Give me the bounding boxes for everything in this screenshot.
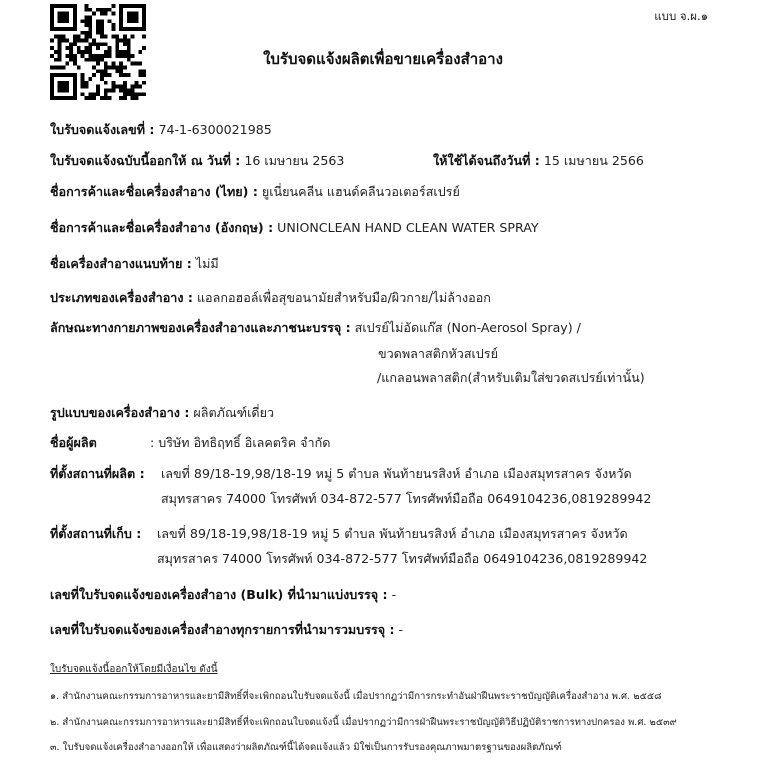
all-items-number-label: เลขที่ใบรับจดแจ้งของเครื่องสำอางทุกรายการที่นำมารวมบรรจุ : (50, 622, 395, 637)
cosmetic-type-row (50, 290, 491, 306)
attached-name-row (50, 256, 219, 272)
factory-address-line-1: เลขที่ 89/18-19,98/18-19 หมู่ 5 ตำบล พันท้ายนรสิงห์ อำเภอ เมืองสมุทรสาคร จังหวัด (161, 466, 632, 481)
page-title: ใบรับจดแจ้งผลิตเพื่อขายเครื่องสำอาง (263, 50, 503, 68)
trade-name-en-label: ชื่อการค้าและชื่อเครื่องสำอาง (อังกฤษ) : (50, 220, 274, 235)
condition-item: ๓. ใบรับจดแจ้งเครื่องสำอางออกให้ เพื่อแสดงว่าผลิตภัณฑ์นี้ได้จดแจ้งแล้ว มิใช่เป็นการรับรองคุณภาพมาตรฐานของผลิตภัณฑ์ (50, 742, 562, 753)
product-format-value: ผลิตภัณฑ์เดี่ยว (193, 405, 275, 420)
all-items-number-value: - (398, 622, 404, 637)
notification-number-label: ใบรับจดแจ้งเลขที่ : (50, 122, 155, 137)
manufacturer-value: : บริษัท อิทธิฤทธิ์ อิเลคตริค จำกัด (150, 435, 331, 450)
storage-address-label: ที่ตั้งสถานที่เก็บ : (50, 526, 142, 541)
conditions-heading: ใบรับจดแจ้งนี้ออกให้โดยมีเงื่อนไข ดังนี้ (50, 664, 218, 675)
attached-name-label: ชื่อเครื่องสำอางแนบท้าย : (50, 256, 192, 271)
physical-form-label: ลักษณะทางกายภาพของเครื่องสำอางและภาชนะบรรจุ : (50, 320, 351, 335)
form-code: แบบ จ.ผ.๑ (654, 9, 708, 23)
physical-form-row (50, 320, 581, 336)
condition-item: ๒. สำนักงานคณะกรรมการอาหารและยามีสิทธิ์ที่จะเพิกถอนใบจดแจ้งนี้ เมื่อปรากฏว่ามีการฝ่าฝืนพระราชบัญญัติวิธีปฏิบัติราชการทางปกครอง พ.ศ. ๒๕๓๙ (50, 717, 677, 728)
expiry-date-row (433, 153, 644, 169)
cosmetic-type-label: ประเภทของเครื่องสำอาง : (50, 290, 193, 305)
trade-name-en-row (50, 220, 539, 236)
expiry-date-value: 15 เมษายน 2566 (543, 153, 644, 168)
cosmetic-type-value: แอลกอฮอล์เพื่อสุขอนามัยสำหรับมือ/ผิวกาย/ไม่ล้างออก (196, 290, 491, 305)
factory-address-line-2: สมุทรสาคร 74000 โทรศัพท์ 034-872-577 โทรศัพท์มือถือ 0649104236,0819289942 (161, 491, 652, 506)
manufacturer-label: ชื่อผู้ผลิต (50, 435, 97, 450)
issue-date-label: ใบรับจดแจ้งฉบับนี้ออกให้ ณ วันที่ : (50, 153, 241, 168)
bulk-number-label: เลขที่ใบรับจดแจ้งของเครื่องสำอาง (Bulk) ที่นำมาแบ่งบรรจุ : (50, 587, 388, 602)
manufacturer-row (50, 435, 97, 451)
storage-address-line-2: สมุทรสาคร 74000 โทรศัพท์ 034-872-577 โทรศัพท์มือถือ 0649104236,0819289942 (157, 551, 648, 566)
storage-address-line-1: เลขที่ 89/18-19,98/18-19 หมู่ 5 ตำบล พันท้ายนรสิงห์ อำเภอ เมืองสมุทรสาคร จังหวัด (157, 526, 628, 541)
all-items-number-row (50, 622, 403, 638)
product-format-row (50, 405, 274, 421)
trade-name-th-value: ยูเนี่ยนคลีน แฮนด์คลีนวอเตอร์สเปรย์ (261, 184, 460, 199)
attached-name-value: ไม่มี (195, 256, 219, 271)
trade-name-th-row (50, 184, 460, 200)
notification-number-value: 74-1-6300021985 (158, 122, 272, 137)
physical-form-line-1: สเปรย์ไม่อัดแก๊ส (Non-Aerosol Spray) / (354, 320, 581, 335)
expiry-date-label: ให้ใช้ได้จนถึงวันที่ : (433, 153, 540, 168)
physical-form-line-3: /แกลอนพลาสติก(สำหรับเติมใส่ขวดสเปรย์เท่านั้น) (377, 370, 645, 385)
trade-name-en-value: UNIONCLEAN HAND CLEAN WATER SPRAY (277, 220, 539, 235)
product-format-label: รูปแบบของเครื่องสำอาง : (50, 405, 190, 420)
storage-address-row (50, 526, 141, 542)
factory-address-row (50, 466, 145, 482)
factory-address-label: ที่ตั้งสถานที่ผลิต : (50, 466, 145, 481)
bulk-number-row (50, 587, 396, 603)
issue-date-row (50, 153, 344, 169)
bulk-number-value: - (391, 587, 397, 602)
condition-item: ๑. สำนักงานคณะกรรมการอาหารและยามีสิทธิ์ที่จะเพิกถอนใบรับจดแจ้งนี้ เมื่อปรากฏว่ามีการกระทำอันฝ่าฝืนพระราชบัญญัติเครื่องสำอาง พ.ศ. ๒๕๕๘ (50, 691, 662, 702)
notification-number-row (50, 122, 272, 138)
issue-date-value: 16 เมษายน 2563 (244, 153, 345, 168)
physical-form-line-2: ขวดพลาสติกหัวสเปรย์ (378, 346, 498, 361)
trade-name-th-label: ชื่อการค้าและชื่อเครื่องสำอาง (ไทย) : (50, 184, 258, 199)
